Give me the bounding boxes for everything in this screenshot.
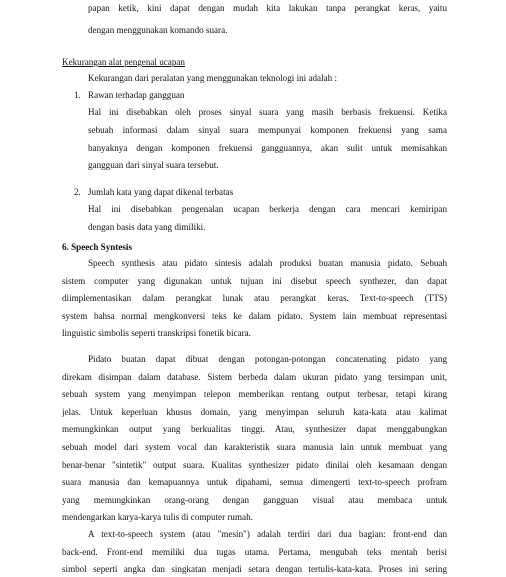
para2-line-8: suara manusia dan kemapuannya untuk dipahami, semua dimengerti text-to-speech profram [62, 477, 447, 487]
item-1-line-3: banyaknya dengan komponen frekuensi gangguannya, akan sulit untuk memisahkan [88, 143, 447, 153]
para1-line-5: linguistic simbolis seperti transkripsi fonetik bicara. [62, 328, 251, 338]
para3-line-2: back-end. Front-end memiliki dua tugas utama. Pertama, mengubah teks mentah berisi [62, 547, 447, 557]
item-1-number: 1. [74, 90, 81, 100]
item-1-line-1: Hal ini disebabkan oleh proses sinyal suara yang masih berbasis frekuensi. Ketika [88, 107, 447, 117]
item-2-title: Jumlah kata yang dapat dikenal terbatas [88, 187, 234, 197]
para1-line-2: sistem computer yang digunakan untuk tujuan ini disebut speech synthezer, dan dapat [62, 276, 447, 286]
section-6-heading: 6. Speech Syntesis [62, 242, 132, 252]
para2-line-9: yang memungkinkan orang-orang dengan gangguan visual atau membaca untuk [62, 495, 447, 505]
para1-line-3: diimplementasikan dalam perangkat lunak atau perangkat keras. Text-to-speech (TTS) [62, 293, 447, 303]
para1-line-1: Speech synthesis atau pidato sintesis adalah produksi buatan manusia pidato. Sebuah [88, 258, 447, 268]
para2-line-10: mendengarkan karya-karya tulis di computer rumah. [62, 512, 253, 522]
intro-line-1: papan ketik, kini dapat dengan mudah kita lakukan tanpa perangkat keras, yaitu [88, 3, 447, 13]
para2-line-7: benar-benar "sintetik" output suara. Kualitas synthesizer pidato dinilai oleh kesamaan dengan [62, 460, 447, 470]
para2-line-5: memungkinkan output yang berkualitas tinggi. Atau, synthesizer dapat menggabungkan [62, 424, 447, 434]
para2-line-2: direkam disimpan dalam database. Sistem berbeda dalam ukuran pidato yang tersimpan unit, [62, 372, 447, 382]
kekurangan-intro: Kekurangan dari peralatan yang menggunakan teknologi ini adalah : [88, 73, 337, 83]
para2-line-6: sebuah model dari system vocal dan karakteristik suara manusia lain untuk membuat yang [62, 442, 447, 452]
para1-line-4: system bahsa normal mengkonversi teks ke dalam pidato. System lain membuat representasi [62, 311, 447, 321]
item-2-number: 2. [74, 187, 81, 197]
para3-line-3: simbol seperti angka dan singkatan menjadi setara dengan tertulis-kata-kata. Proses ini sering [62, 564, 447, 574]
item-1-line-2: sebuah informasi dalam sinyal suara mempunyai komponen frekuensi yang sama [88, 125, 447, 135]
para2-line-3: sebuah system yang menyimpan telepon memberikan rentang output terbesar, tetapi kirang [62, 389, 447, 399]
para2-line-1: Pidato buatan dapat dibuat dengan potongan-potongan concatenating pidato yang [88, 354, 447, 364]
item-1-title: Rawan terhadap gangguan [88, 90, 185, 100]
kekurangan-heading: Kekurangan alat pengenal ucapan [62, 57, 185, 67]
para2-line-4: jelas. Untuk keperluan khusus domain, yang menyimpan seluruh kata-kata atau kalimat [62, 407, 447, 417]
intro-line-2: dengan menggunakan komando suara. [88, 25, 228, 35]
item-2-line-1: Hal ini disebabkan pengenalan ucapan berkerja dengan cara mencari kemiripan [88, 204, 447, 214]
para3-line-1: A text-to-speech system (atau "mesin") adalah terdiri dari dua bagian: front-end dan [88, 529, 447, 539]
item-2-line-2: dengan basis data yang dimiliki. [88, 222, 206, 232]
item-1-line-4: gangguan dari sinyal suara tersebut. [88, 160, 219, 170]
